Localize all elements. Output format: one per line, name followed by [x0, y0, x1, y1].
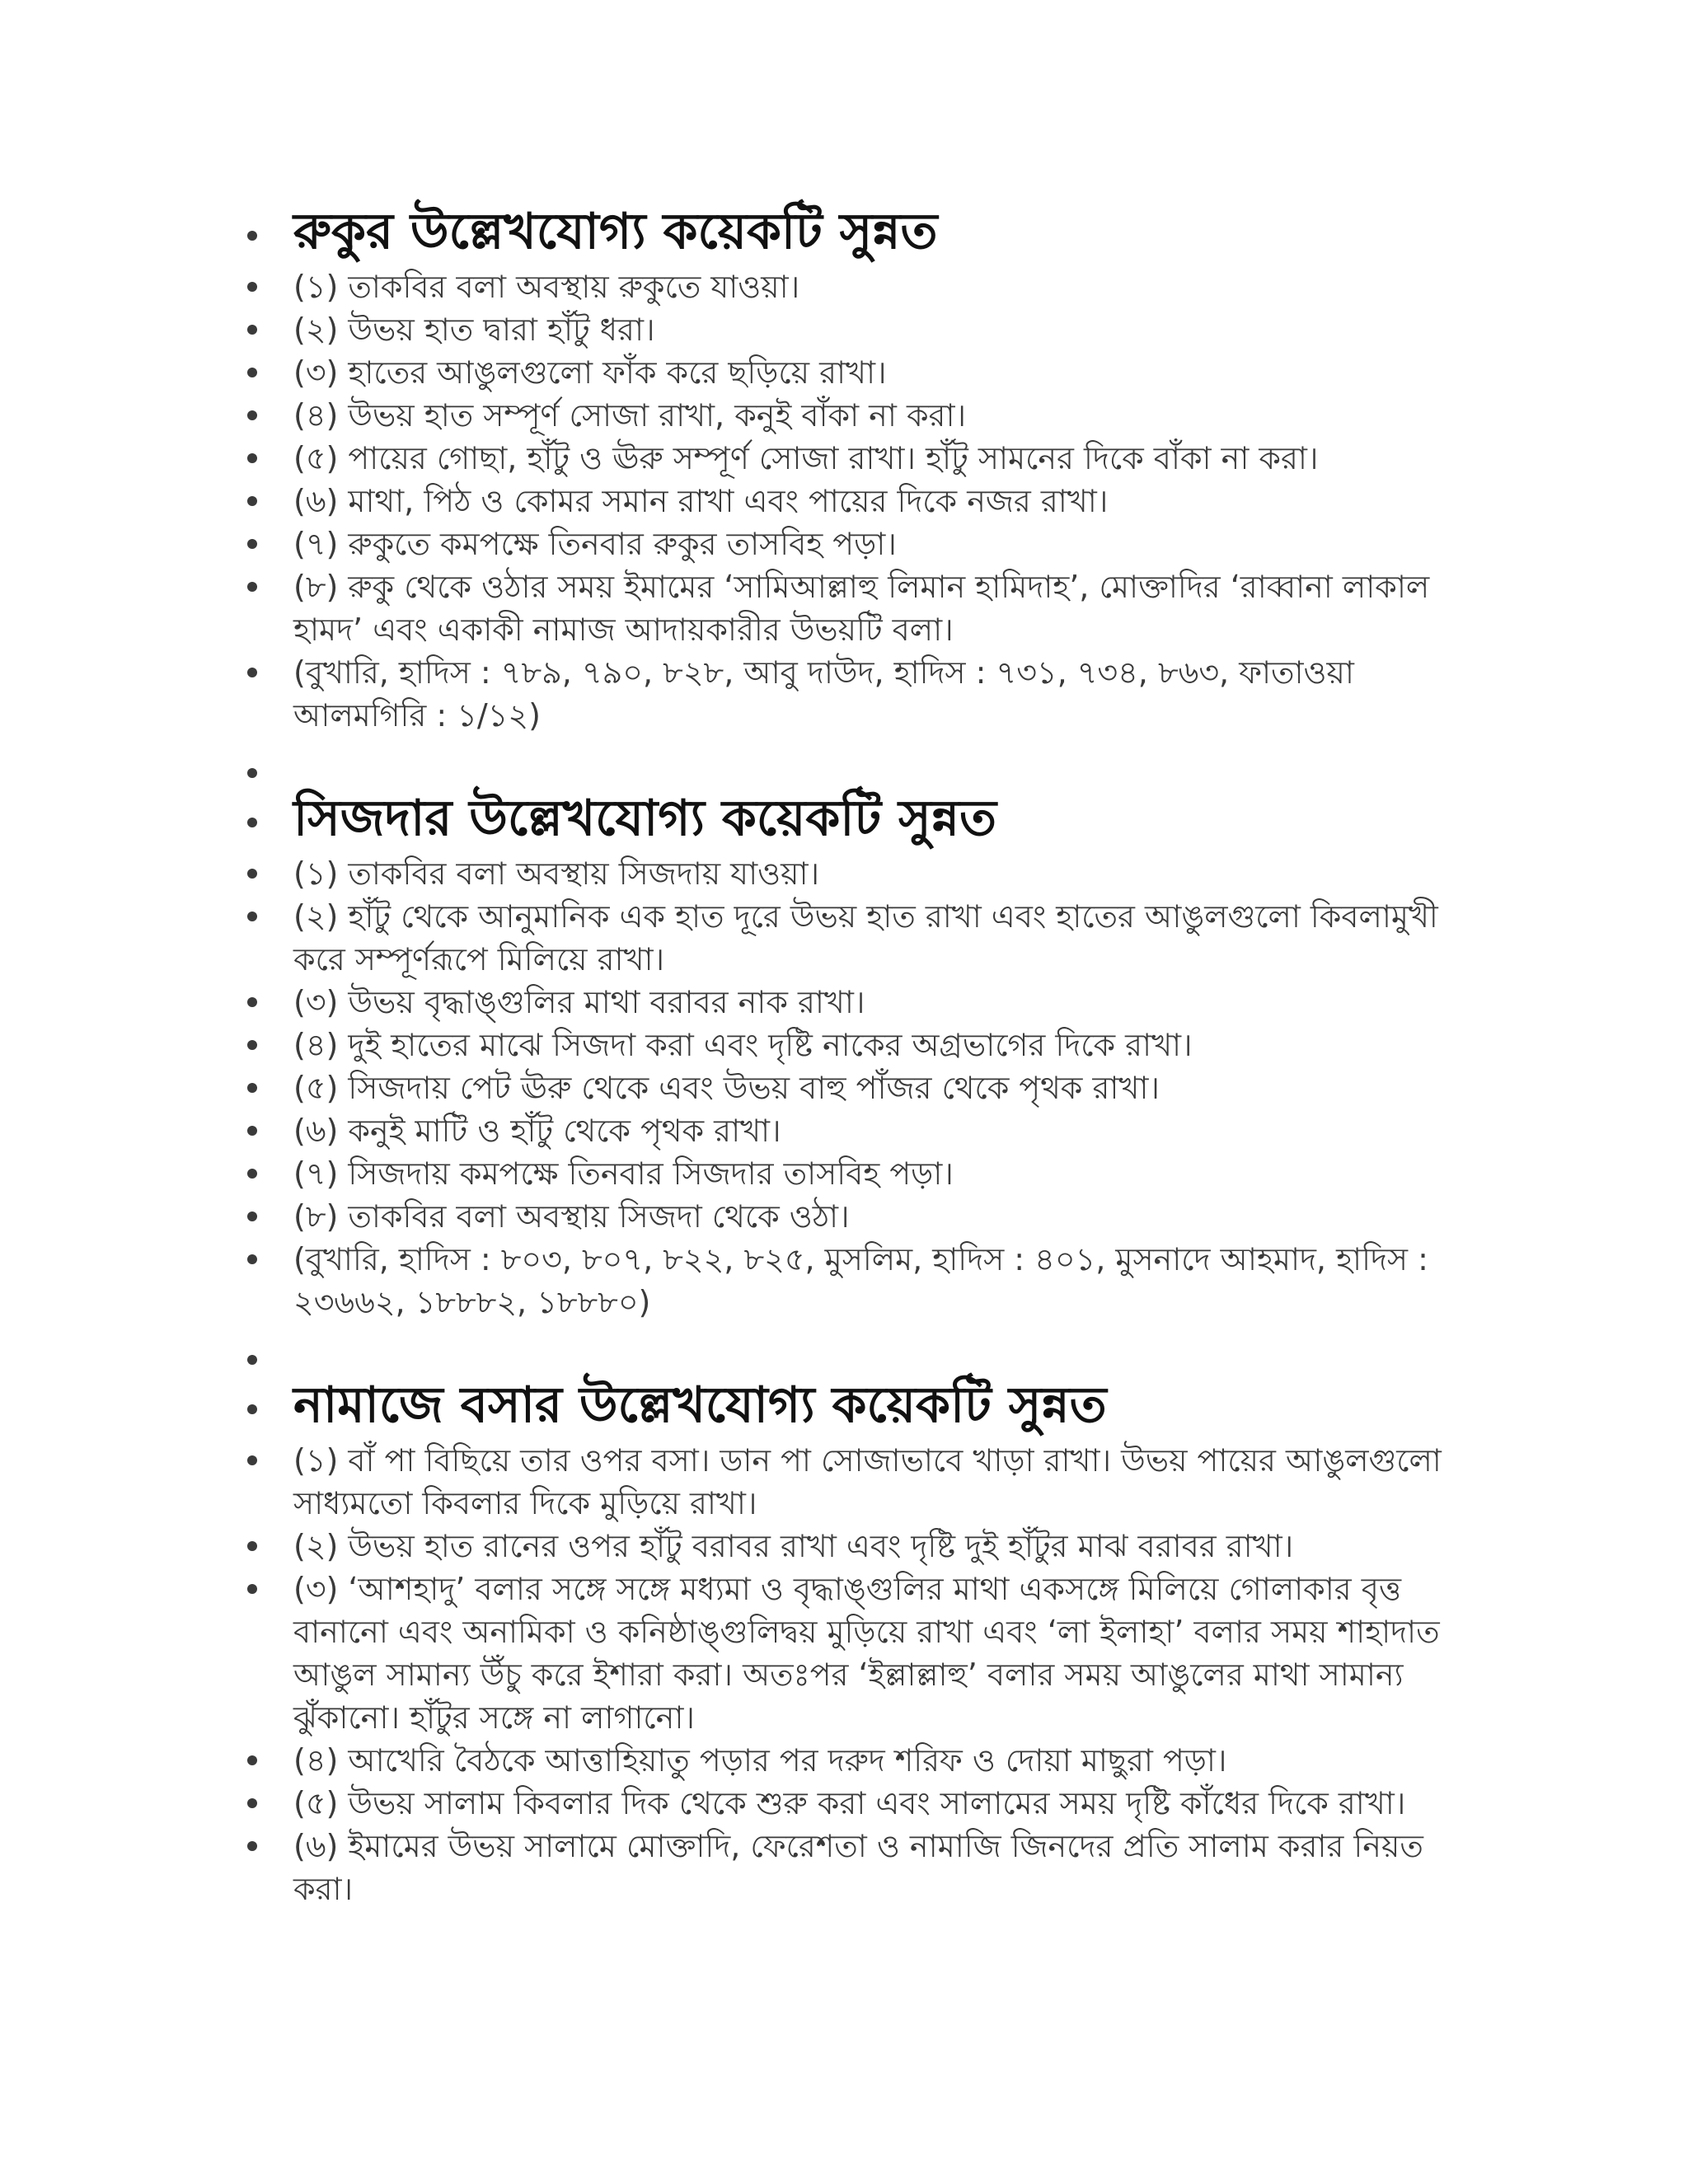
bullet-icon	[247, 1798, 257, 1808]
empty-list-item	[247, 1324, 1467, 1370]
bullet-icon	[247, 1169, 257, 1179]
bullet-icon	[247, 325, 257, 335]
item-text: (২) হাঁটু থেকে আনুমানিক এক হাত দূরে উভয় হাত রাখা এবং হাতের আঙুলগুলো কিবলামুখী করে সম্পূর্ণরূপে মিলিয়ে রাখা।	[293, 898, 1438, 977]
heading-text: সিজদার উল্লেখযোগ্য কয়েকটি সুন্নত	[293, 790, 996, 847]
bullet-icon	[247, 1541, 257, 1551]
list-item	[247, 565, 1467, 651]
bullet-icon	[247, 1083, 257, 1093]
item-text: (৭) রুকুতে কমপক্ষে তিনবার রুকুর তাসবিহ পড়া।	[293, 526, 897, 562]
bullet-icon	[247, 496, 257, 506]
bullet-icon	[247, 1841, 257, 1851]
item-text: (৫) উভয় সালাম কিবলার দিক থেকে শুরু করা এবং সালামের সময় দৃষ্টি কাঁধের দিকে রাখা।	[293, 1785, 1406, 1821]
list-item	[247, 1439, 1467, 1525]
list-item	[247, 265, 1467, 308]
bullet-icon	[247, 997, 257, 1007]
list-item	[247, 1024, 1467, 1066]
item-text: (৭) সিজদায় কমপক্ষে তিনবার সিজদার তাসবিহ পড়া।	[293, 1155, 954, 1192]
item-text: (৫) পায়ের গোছা, হাঁটু ও ঊরু সম্পূর্ণ সোজা রাখা। হাঁটু সামনের দিকে বাঁকা না করা।	[293, 440, 1319, 476]
bullet-icon	[247, 1584, 257, 1594]
list-item	[247, 1739, 1467, 1782]
item-text: (১) তাকবির বলা অবস্থায় রুকুতে যাওয়া।	[293, 269, 800, 305]
bullet-icon	[247, 1254, 257, 1264]
item-text: (৩) হাতের আঙুলগুলো ফাঁক করে ছড়িয়ে রাখা।	[293, 354, 887, 391]
section-heading-sijdah	[247, 786, 1467, 851]
bullet-icon	[247, 668, 257, 677]
list-item	[247, 523, 1467, 565]
list-item	[247, 852, 1467, 895]
list-item	[247, 1109, 1467, 1152]
list-item	[247, 981, 1467, 1024]
list-item	[247, 1152, 1467, 1195]
item-text: (১) তাকবির বলা অবস্থায় সিজদায় যাওয়া।	[293, 855, 820, 892]
heading-text: রুকুর উল্লেখযোগ্য কয়েকটি সুন্নত	[293, 203, 938, 260]
list-item	[247, 394, 1467, 437]
item-text: (৩) উভয় বৃদ্ধাঙ্গুলির মাথা বরাবর নাক রাখা।	[293, 984, 865, 1020]
empty-list-item	[247, 737, 1467, 783]
bullet-icon	[247, 1455, 257, 1465]
bullet-icon	[247, 1355, 257, 1365]
citation-text: (বুখারি, হাদিস : ৭৮৯, ৭৯০, ৮২৮, আবু দাউদ, হাদিস : ৭৩১, ৭৩৪, ৮৬৩, ফাতাওয়া আলমগিরি : ১/১২)	[293, 654, 1354, 733]
item-text: (৫) সিজদায় পেট ঊরু থেকে এবং উভয় বাহু পাঁজর থেকে পৃথক রাখা।	[293, 1070, 1160, 1106]
bullet-icon	[247, 818, 257, 827]
list-item	[247, 1066, 1467, 1109]
item-text: (৬) মাথা, পিঠ ও কোমর সমান রাখা এবং পায়ের দিকে নজর রাখা।	[293, 483, 1109, 519]
bullet-icon	[247, 1404, 257, 1414]
citation-item	[247, 1238, 1467, 1324]
item-text: (৪) উভয় হাত সম্পূর্ণ সোজা রাখা, কনুই বাঁকা না করা।	[293, 397, 967, 434]
bullet-icon	[247, 912, 257, 921]
bullet-icon	[247, 582, 257, 592]
item-text: (৬) ইমামের উভয় সালামে মোক্তাদি, ফেরেশতা ও নামাজি জিনদের প্রতি সালাম করার নিয়ত করা।	[293, 1828, 1423, 1907]
section-heading-ruku	[247, 199, 1467, 264]
item-text: (৪) দুই হাতের মাঝে সিজদা করা এবং দৃষ্টি নাকের অগ্রভাগের দিকে রাখা।	[293, 1027, 1193, 1063]
heading-text: নামাজে বসার উল্লেখযোগ্য কয়েকটি সুন্নত	[293, 1376, 1107, 1434]
bullet-icon	[247, 1040, 257, 1050]
item-text: (৪) আখেরি বৈঠকে আত্তাহিয়াতু পড়ার পর দরুদ শরিফ ও দোয়া মাছুরা পড়া।	[293, 1742, 1227, 1779]
bullet-icon	[247, 453, 257, 463]
item-text: (২) উভয় হাত দ্বারা হাঁটু ধরা।	[293, 312, 655, 348]
bullet-icon	[247, 768, 257, 778]
list-item	[247, 1525, 1467, 1568]
list-item	[247, 480, 1467, 523]
bullet-icon	[247, 1755, 257, 1765]
bullet-icon	[247, 231, 257, 241]
list-item	[247, 1782, 1467, 1825]
list-item	[247, 1195, 1467, 1238]
bullet-icon	[247, 869, 257, 879]
section-heading-sitting	[247, 1373, 1467, 1437]
bullet-icon	[247, 410, 257, 420]
list-item	[247, 308, 1467, 351]
citation-text: (বুখারি, হাদিস : ৮০৩, ৮০৭, ৮২২, ৮২৫, মুসলিম, হাদিস : ৪০১, মুসনাদে আহমাদ, হাদিস : ২৩৬৬২, ১৮৮৮২, ১৮৮৮০)	[293, 1241, 1428, 1320]
item-text: (৮) তাকবির বলা অবস্থায় সিজদা থেকে ওঠা।	[293, 1198, 850, 1235]
item-text: (২) উভয় হাত রানের ওপর হাঁটু বরাবর রাখা এবং দৃষ্টি দুই হাঁটুর মাঝ বরাবর রাখা।	[293, 1528, 1294, 1564]
citation-item	[247, 651, 1467, 737]
bullet-icon	[247, 368, 257, 377]
item-text: (১) বাঁ পা বিছিয়ে তার ওপর বসা। ডান পা সোজাভাবে খাড়া রাখা। উভয় পায়ের আঙুলগুলো সাধ্যমতো কিবলার দিকে মুড়িয়ে রাখা।	[293, 1442, 1442, 1521]
bullet-icon	[247, 1126, 257, 1136]
item-text: (৬) কনুই মাটি ও হাঁটু থেকে পৃথক রাখা।	[293, 1113, 781, 1149]
bullet-icon	[247, 539, 257, 549]
list-item	[247, 1825, 1467, 1910]
bullet-list	[247, 196, 1467, 1910]
item-text: (৩) ‘আশহাদু’ বলার সঙ্গে সঙ্গে মধ্যমা ও বৃদ্ধাঙ্গুলির মাথা একসঙ্গে মিলিয়ে গোলাকার বৃত্ত বানানো এবং অনামিকা ও কনিষ্ঠাঙ্গুলিদ্বয় মুড়িয়ে রাখা এবং ‘লা ইলাহা’ বলার সময় শাহাদাত আঙুল সামান্য উঁচু করে ইশারা করা। অতঃপর ‘ইল্লাল্লাহু’ বলার সময় আঙুলের মাথা সামান্য ঝুঁকানো। হাঁটুর সঙ্গে না লাগানো।	[293, 1571, 1440, 1736]
list-item	[247, 351, 1467, 394]
item-text: (৮) রুকু থেকে ওঠার সময় ইমামের ‘সামিআল্লাহু লিমান হামিদাহ’, মোক্তাদির ‘রাব্বানা লাকাল হামদ’ এবং একাকী নামাজ আদায়কারীর উভয়টি বলা।	[293, 569, 1430, 648]
list-item	[247, 1568, 1467, 1739]
list-item	[247, 437, 1467, 480]
list-item	[247, 895, 1467, 981]
bullet-icon	[247, 282, 257, 292]
bullet-icon	[247, 1212, 257, 1221]
